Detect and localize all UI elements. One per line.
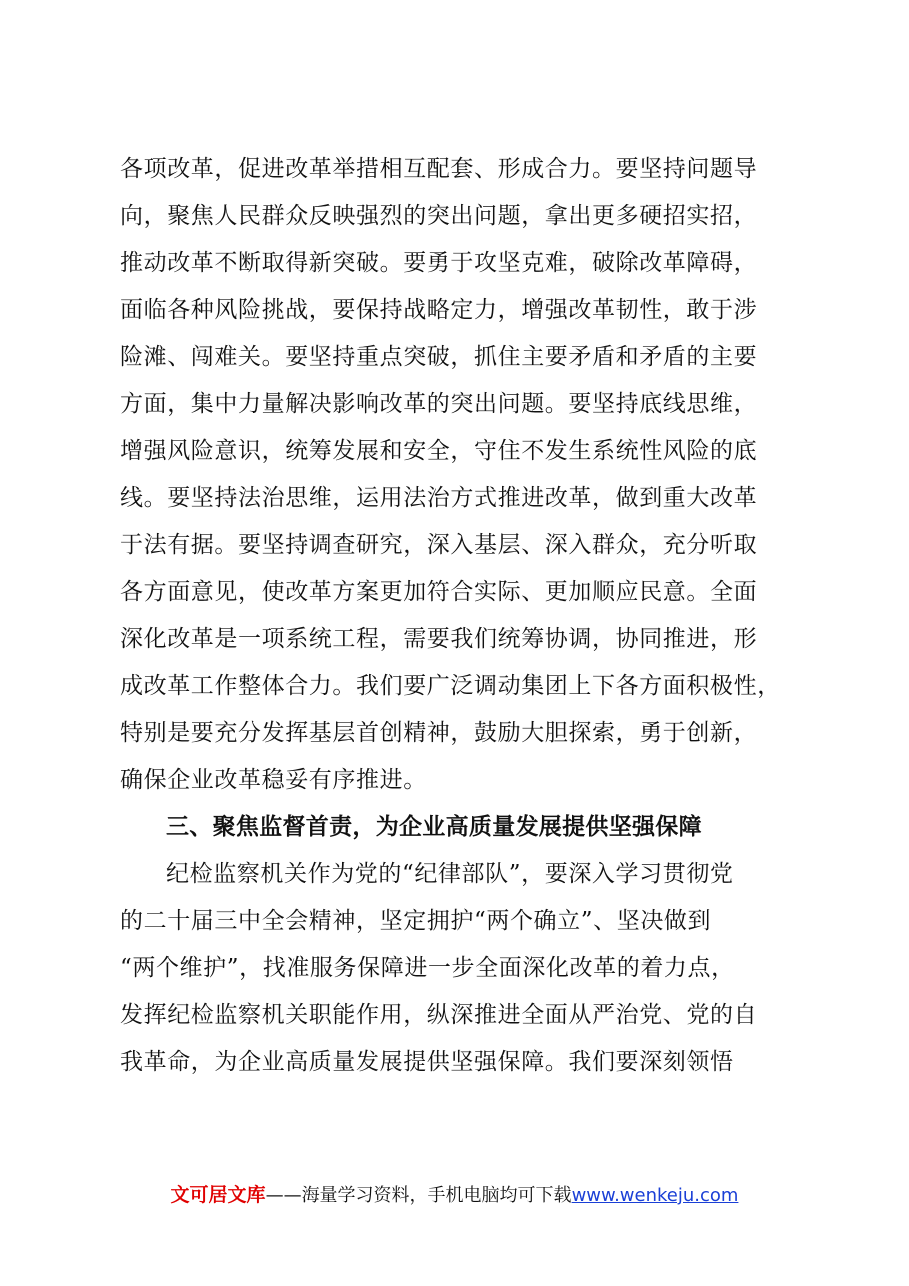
paragraph-line: 险滩、闯难关。要坚持重点突破，抓住主要矛盾和矛盾的主要 bbox=[120, 344, 758, 370]
paragraph-line: 发挥纪检监察机关职能作用，纵深推进全面从严治党、党的自 bbox=[120, 1002, 758, 1028]
paragraph-line: 的二十届三中全会精神，坚定拥护“两个确立”、坚决做到 bbox=[120, 908, 712, 934]
paragraph-line: 确保企业改革稳妥有序推进。 bbox=[120, 767, 427, 793]
paragraph-line: 各方面意见，使改革方案更加符合实际、更加顺应民意。全面 bbox=[120, 579, 758, 605]
site-link[interactable]: www.wenkeju.com bbox=[571, 1185, 739, 1206]
paragraph-line: 方面，集中力量解决影响改革的突出问题。要坚持底线思维， bbox=[120, 391, 758, 417]
footer-banner bbox=[0, 1180, 909, 1211]
paragraph-line: 特别是要充分发挥基层首创精神，鼓励大胆探索，勇于创新， bbox=[120, 720, 758, 746]
paragraph-line: 纪检监察机关作为党的“纪律部队”，要深入学习贯彻党 bbox=[166, 861, 734, 887]
paragraph-line: 向，聚焦人民群众反映强烈的突出问题，拿出更多硬招实招， bbox=[120, 203, 758, 229]
paragraph-line: 我革命，为企业高质量发展提供坚强保障。我们要深刻领悟 bbox=[120, 1049, 734, 1075]
paragraph-line: 面临各种风险挑战，要保持战略定力，增强改革韧性，敢于涉 bbox=[120, 297, 758, 323]
paragraph-line: 成改革工作整体合力。我们要广泛调动集团上下各方面积极性， bbox=[120, 673, 781, 699]
paragraph-line: 深化改革是一项系统工程，需要我们统筹协调，协同推进，形 bbox=[120, 626, 758, 652]
section-heading: 三、聚焦监督首责，为企业高质量发展提供坚强保障 bbox=[166, 814, 702, 840]
paragraph-line: 于法有据。要坚持调查研究，深入基层、深入群众，充分听取 bbox=[120, 532, 758, 558]
paragraph-line: 推动改革不断取得新突破。要勇于攻坚克难，破除改革障碍， bbox=[120, 250, 758, 276]
document-body bbox=[120, 146, 800, 1086]
paragraph-line: 线。要坚持法治思维，运用法治方式推进改革，做到重大改革 bbox=[120, 485, 758, 511]
paragraph-line: 增强风险意识，统筹发展和安全，守住不发生系统性风险的底 bbox=[120, 438, 758, 464]
brand-name: 文可居文库 bbox=[170, 1184, 266, 1206]
footer-tagline: ——海量学习资料，手机电脑均可下载 bbox=[265, 1185, 572, 1206]
paragraph-line: “两个维护”，找准服务保障进一步全面深化改革的着力点， bbox=[120, 955, 735, 981]
paragraph-line: 各项改革，促进改革举措相互配套、形成合力。要坚持问题导 bbox=[120, 156, 758, 182]
